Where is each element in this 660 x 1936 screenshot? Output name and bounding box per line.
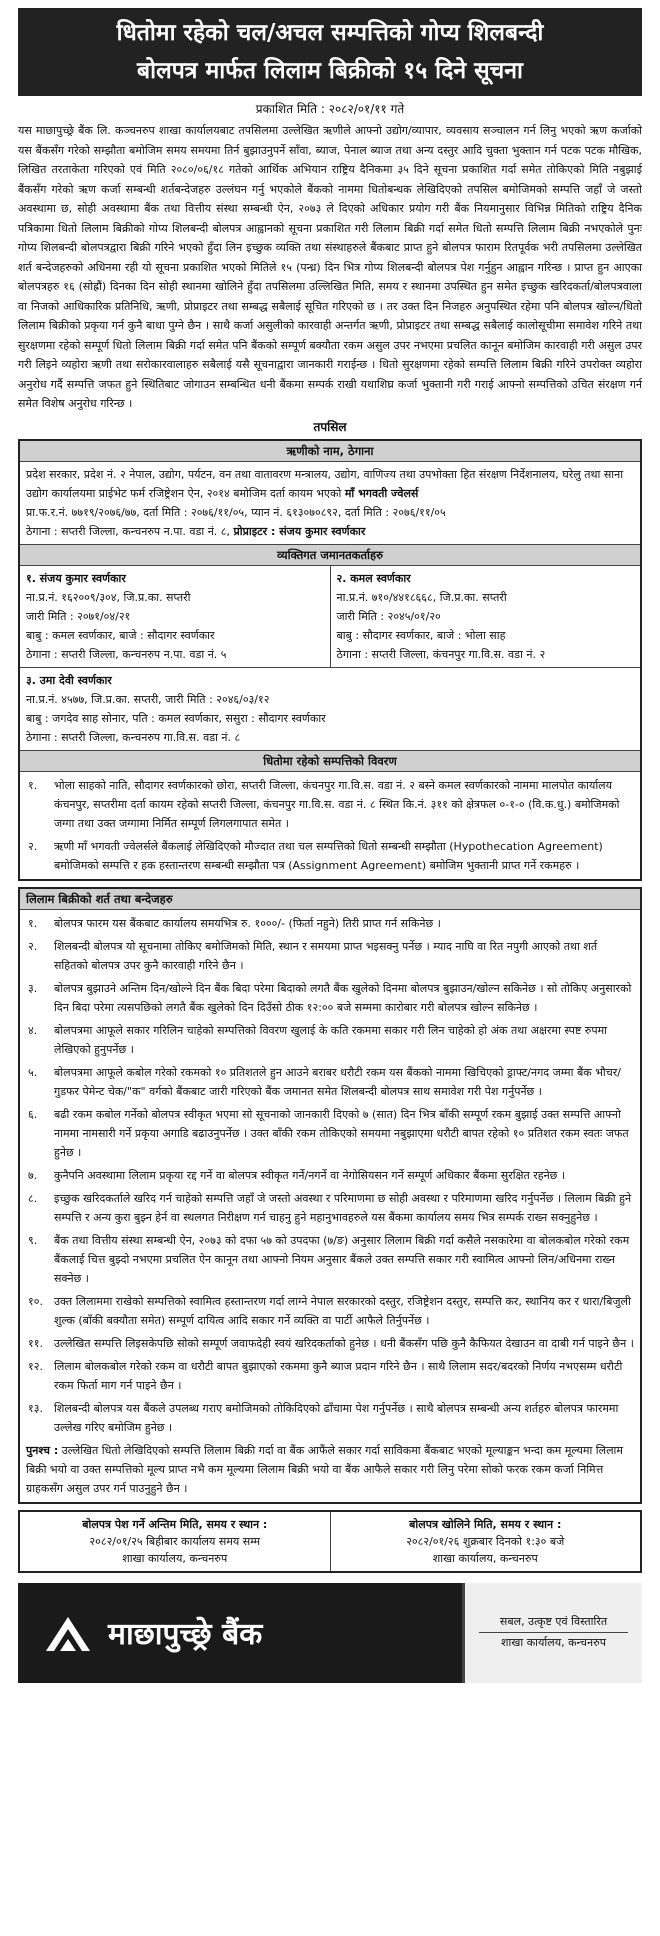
conditions-list (20, 910, 640, 1502)
postscript (20, 1439, 640, 1500)
guarantor-1 (20, 566, 330, 667)
item-number: ८. (28, 1191, 38, 1205)
published-date: प्रकाशित मिति : २०८२/०१/११ गते (255, 102, 405, 116)
item-number: ७. (28, 1168, 38, 1182)
property-heading: धितोमा रहेको सम्पत्तिको विवरण (20, 751, 640, 772)
item-number: ५. (28, 1065, 38, 1079)
item-text: उल्लेखित सम्पत्ति लिइसकेपछि सोको सम्पूर्ण जवाफदेही स्वयं खरिदकर्ताको हुनेछ । धनी बैंकसँग पछि कुनै कैफियत देखाउन वा दाबी गर्न पाइने छैन । (54, 1336, 634, 1350)
registration-info: प्रा.फ.र.नं. ७७१९/२०७६/७७, दर्ता मिति : २०७६/११/०५, प्यान नं. ६१३०७०८९२, दर्ता मिति : २०७६/११/०५ (26, 505, 446, 519)
item-text: लिलाम बोलकबोल गरेको रकम वा धरौटी बापत बुझाएको रकममा कुनै ब्याज प्रदान गरिने छैन । साथै लिलाम सदर/बदरको निर्णय नभएसम्म धरौटी रकम फिर्ता माग गर्न पाइने छैन । (54, 1359, 623, 1392)
mountain-logo-icon (42, 1607, 94, 1659)
list-item (20, 935, 640, 977)
family-info: बाबु : सौदागर स्वर्णकार, बाजे : भोला साह (336, 628, 506, 642)
submission-schedule (20, 1512, 330, 1571)
bank-tagline: सबल, उत्कृष्ट एवं विस्तारित (479, 1612, 628, 1633)
citizenship-no: ना.प्र.नं. ७१०/४४१८६६८, जि.प्र.का. सप्तरी (336, 590, 507, 604)
item-number: ११. (28, 1336, 43, 1350)
citizenship-no: ना.प्र.नं. ४५७७, जि.प्र.का. सप्तरी, जारी मिति : २०४६/०३/१२ (26, 692, 270, 706)
tapsil-heading: तपसिल (313, 419, 347, 434)
borrower-text: प्रदेश सरकार, प्रदेश नं. २ नेपाल, उद्योग, पर्यटन, वन तथा वातावरण मन्त्रालय, उद्योग, वाणिज्य तथा उपभोक्ता हित संरक्षण निर्देशनालय, घरेलु तथा साना उद्योग कार्यालयमा प्राईभेट फर्म रजिष्ट्रेशन ऐन, २०१४ बमोजिम दर्ता कायम भएको (26, 467, 624, 500)
guarantor-3 (20, 668, 640, 751)
item-text: इच्छुक खरिदकर्ताले खरिद गर्न चाहेको सम्पत्ति जहाँ जे जस्तो अवस्था र परिमाणमा छ सोही अवस्था र परिमाणमा खरिद गर्नुपर्नेछ । लिलाम बिक्री हुने सम्पत्ति र अन्य कुरा बुझ्न हेर्न वा स्थलगत निरीक्षण गर्न चाहनु हुने महानुभावहरुले यस बैंकमा कार्यालय समय भित्र सम्पर्क राख्न सक्नुहुनेछ । (54, 1191, 632, 1224)
item-number: १. (28, 916, 38, 930)
item-number: १२. (28, 1359, 43, 1373)
list-item (20, 1355, 640, 1397)
firm-name: माँ भगवती ज्वेलर्स (344, 486, 419, 500)
item-text: बढी रकम कबोल गर्नेको बोलपत्र स्वीकृत भएमा सो सूचनाको जानकारी दिएको ७ (सात) दिन भित्र बाँकी सम्पूर्ण रकम बुझाई उक्त सम्पत्ति आफ्नो नाममा नामसारी गर्ने प्रकृया अगाडि बढाउनुपर्नेछ । उक्त बाँकी रकम तोकिएको समयमा नबुझाएमा धरौटी बापत रहेको १० प्रतिशत रकम स्वतः जफत हुनेछ । (54, 1107, 629, 1159)
guarantor-address: ठेगाना : सप्तरी जिल्ला, कन्चनरुप गा.वि.स. वडा नं. ८ (26, 730, 241, 744)
details-box (18, 439, 642, 881)
item-number: १३. (28, 1401, 43, 1415)
property-list (20, 772, 640, 879)
list-item (20, 912, 640, 935)
notice-title (18, 8, 642, 96)
bank-banner (18, 1583, 642, 1683)
guarantor-name: २. कमल स्वर्णकार (336, 571, 411, 585)
list-item (20, 1164, 640, 1187)
item-number: ४. (28, 1023, 38, 1037)
guarantors-heading: व्यक्तिगत जमानतकर्ताहरु (20, 545, 640, 566)
conditions-box (18, 887, 642, 1504)
schedule-box (18, 1510, 642, 1573)
item-text: भोला साहको नाति, सौदागर स्वर्णकारको छोरा, सप्तरी जिल्ला, कंचनपुर गा.वि.स. वडा नं. २ बस्ने कमल स्वर्णकारको नाममा मालपोत कार्यालय कंचनपुर, सप्तरीमा दर्ता कायम रहेको सप्तरी जिल्ला, कंचनपुर गा.वि.स. वडा नं. ८ स्थित कि.नं. ३११ को क्षेत्रफल ०-१-० (वि.क.धु.) बमोजिमको जग्गा तथा उक्त जग्गामा निर्मित सम्पूर्ण लिगलगापात समेत । (54, 778, 620, 830)
bank-logo-area (18, 1607, 462, 1659)
opening-schedule (330, 1512, 641, 1571)
guarantor-name: ३. उमा देवी स्वर्णकार (26, 673, 112, 687)
item-text: बोलपत्र फारम यस बैंकबाट कार्यालय समयभित्र रु. १०००/- (फिर्ता नहुने) तिरी प्राप्त गर्न सकिनेछ । (54, 916, 441, 930)
submission-heading: बोलपत्र पेश गर्ने अन्तिम मिति, समय र स्थान : (82, 1517, 268, 1531)
submission-date: २०८२/०१/२५ बिहीबार कार्यालय समय सम्म (89, 1534, 261, 1548)
guarantor-address: ठेगाना : सप्तरी जिल्ला, कंचनपुर गा.वि.स. वडा नं. २ (336, 647, 546, 661)
list-item (20, 1061, 640, 1103)
intro-paragraph: यस माछापुच्छ्रे बैंक लि. कञ्चनरुप शाखा कार्यालयबाट तपसिलमा उल्लेखित ऋणीले आफ्नो उद्योग/व्यापार, व्यवसाय सञ्चालन गर्न लिनु भएको ऋण कर्जाको यस बैंकसँग गरेको सम्झौता बमोजिम समय समयमा तिर्न बुझाउनुपर्ने साँवा, ब्याज, पेनाल ब्याज तथा अन्य दस्तुर आदि चुक्ता भुक्तान गर्न पटक पटक मौखिक, लिखित तरताकेता गरिएको एवं मिति २०८०/०६/१८ गतेको आर्थिक अभियान राष्ट्रिय दैनिकमा ३५ दिने सूचना प्रकाशित गर्दा समेत तोकिएको मिति नबुझाई बैंकसँग गरेको ऋण कर्जा सम्बन्धी शर्तबन्देजहरु उल्लंघन गर्नु भएकोले बैंकको नाममा धितोबन्धक लेखिदिएको तपसिल बमोजिमको सम्पत्ति जहाँ जे जस्तो अवस्थामा छ, सोही अवस्थामा बैंक तथा वित्तीय संस्था सम्बन्धी ऐन, २०७३ ले दिएको अधिकार प्रयोग गरी बैंक नियमानुसार विभिन्न मितिको राष्ट्रिय दैनिक पत्रिकामा धितो लिलाम बिक्रीको गोप्य शिलबन्दी बोलपत्र आह्वानको सूचना प्रकाशित गरी लिलाम बिक्री गर्दा समेत धितो सम्पत्ति लिलाम बिक्री नभएकोले पुनः गोप्य शिलबन्दी बोलपत्रद्वारा बिक्री गरिने भएको हुँदा लिन इच्छुक व्यक्ति तथा संस्थाहरुले बैंकबाट प्राप्त हुने बोलपत्र फाराम रितपूर्वक भरी तपसिलमा उल्लेखित शर्त बन्देजहरुको अधिनमा रही यो सूचना प्रकाशित भएको मितिले १५ (पन्ध्र) दिन भित्र गोप्य शिलबन्दी बोलपत्र पेश गर्नुहुन आह्वान गरिन्छ । प्राप्त हुन आएका बोलपत्रहरु १६ (सोह्रौं) दिनका दिन सोही स्थानमा खोलिने हुँदा तपसिलमा उल्लिखित मिति, समय र स्थानमा उपस्थित हुन समेत इच्छुक खरिदकर्ता/बोलपत्रवाला वा निजको आधिकारिक प्रतिनिधि, ऋणी, प्रोप्राइटर तथा सम्बद्ध सबैलाई सूचित गरिएको छ । तर उक्त दिन निजहरु अनुपस्थित रहेमा पनि बोलपत्र खोल्न/धितो लिलाम बिक्रीको प्रकृया गर्न कुनै बाधा पुग्ने छैन । साथै कर्जा असुलीको कारवाही अन्तर्गत ऋणी, प्रोप्राइटर तथा सम्बद्ध सबैलाई कालोसूचीमा समावेश गरिने तथा सुरक्षणमा रहेको सम्पूर्ण धितो लिलाम बिक्री गर्दा समेत पनि बैंकको सम्पूर्ण बक्यौता रकम असुल उपर नभएमा प्रचलित कानून बमोजिम कारवाही गरी असुल उपर गरी लिइने व्यहोरा ऋणी तथा सरोकारवालाहरु सबैलाई यसै सूचनाद्वारा जानकारी गराईन्छ । धितो सुरक्षणमा रहेको सम्पत्ति लिलाम बिक्री गरिने उपरोक्त व्यहोरा अनुरोध गर्दै सम्पत्ति जफत हुने स्थितिबाट जोगाउन सम्बन्धित धनी बैंकमा सम्पर्क राखी यथाशिघ्र कर्जा भुक्तानी गरी गराई आफ्नो सम्पत्तिको उचित संरक्षण गर्न समेत विशेष अनुरोध गरिन्छ । (18, 124, 642, 410)
list-item (20, 1103, 640, 1164)
postscript-text: उल्लेखित धितो लेखिदिएको सम्पत्ति लिलाम बिक्री गर्दा वा बैंक आफैंले सकार गर्दा साविकमा बैंकबाट भएको मूल्याङ्कन भन्दा कम मूल्यमा लिलाम बिक्री भयो वा उक्त सम्पत्तिको मूल्य प्राप्त नभै कम मूल्यमा लिलाम बिक्री भयो वा बैंक आफैले सकार गरी लिनु परेमा सोको फरक रकम कर्जा निमित्त ग्राहकसँग असुल उपर गर्न पाउनुहुने छैन । (26, 1443, 623, 1495)
bank-tagline-area (462, 1583, 642, 1683)
item-number: २. (28, 839, 38, 853)
family-info: बाबु : कमल स्वर्णकार, बाजे : सौदागर स्वर्णकार (26, 628, 215, 642)
item-number: १. (28, 778, 38, 792)
issue-date: जारी मिति : २०७१/०४/२१ (26, 609, 131, 623)
issue-date: जारी मिति : २०४५/०१/२० (336, 609, 441, 623)
citizenship-no: ना.प्र.नं. १६२००९/३०४, जि.प्र.का. सप्तरी (26, 590, 191, 604)
proprietor-name: प्रोप्राइटर : संजय कुमार स्वर्णकार (233, 524, 366, 538)
list-item (20, 1019, 640, 1061)
family-info: बाबु : जगदेव साह सोनार, पति : कमल स्वर्णकार, ससुरा : सौदागर स्वर्णकार (26, 711, 326, 725)
item-text: शिलबन्दी बोलपत्र यो सूचनामा तोकिए बमोजिमको मिति, स्थान र समयमा प्राप्त भइसक्नु पर्नेछ । म्याद नाघि वा रित नपुगी आएको तथा शर्त सहितको बोलपत्र उपर कुनै कारवाही गरिने छैन । (54, 939, 598, 972)
item-text: ऋणी माँ भगवती ज्वेलर्सले बैंकलाई लेखिदिएको मौज्दात तथा चल सम्पत्तिको धितो सम्बन्धी सम्झौता (Hypothecation Agreement) बमोजिमको सम्पत्ति र हक हस्तान्तरण सम्बन्धी सम्झौता पत्र (Assignment Agreement) बमोजिम भुक्तानी प्राप्त गर्ने रकमहरु । (54, 839, 603, 872)
guarantor-name: १. संजय कुमार स्वर्णकार (26, 571, 126, 585)
list-item (20, 1290, 640, 1332)
item-number: ९. (28, 1233, 38, 1247)
list-item (20, 1229, 640, 1290)
list-item (20, 774, 640, 835)
postscript-label: पुनश्च : (26, 1443, 59, 1457)
item-text: कुनैपनि अवस्थामा लिलाम प्रकृया रद्द गर्ने वा बोलपत्र स्वीकृत गर्ने/नगर्ने वा नेगोसियसन गर्ने सम्पूर्ण अधिकार बैंकमा सुरक्षित रहनेछ । (54, 1168, 566, 1182)
item-text: उक्त लिलाममा राखेको सम्पत्तिको स्वामित्व हस्तान्तरण गर्दा लाग्ने नेपाल सरकारको दस्तुर, रजिष्ट्रेशन दस्तुर, सम्पत्ति कर, स्थानिय कर र धारा/बिजुली शुल्क (बाँकी बक्यौता समेत) सम्पूर्ण दायित्व आदि सकार गर्ने व्यक्ति वा पार्टी आफैले तिर्नुपर्नेछ । (54, 1294, 631, 1327)
list-item (20, 1187, 640, 1229)
list-item (20, 1332, 640, 1355)
address-text: ठेगाना : सप्तरी जिल्ला, कन्चनरुप न.पा. वडा नं. ८, (26, 524, 231, 538)
opening-date: २०८२/०१/२६ शुक्रबार दिनको १:३० बजे (406, 1534, 565, 1548)
borrower-details (20, 462, 640, 545)
list-item (20, 835, 640, 877)
opening-place: शाखा कार्यालय, कन्चनरुप (432, 1551, 538, 1565)
bank-branch: शाखा कार्यालय, कन्चनरुप (501, 1636, 606, 1649)
item-text: बैंक तथा वित्तीय संस्था सम्बन्धी ऐन, २०७३ को दफा ५७ को उपदफा (७/ङ) अनुसार लिलाम बिक्री गर्दा कसैले नसकारेमा वा बोलकबोल गरेको रकम बैंकलाई चित्त बुझ्दो नभएमा प्रचलित ऐन कानून तथा आफ्नो नियम अनुसार बैंकले उक्त सम्पत्ति सकार गरी स्वामित्व आफ्नो लिन/अधिनमा राख्न सक्नेछ । (54, 1233, 630, 1285)
item-number: ३. (28, 981, 38, 995)
item-number: २. (28, 939, 38, 953)
guarantors-row (20, 566, 640, 668)
item-text: शिलबन्दी बोलपत्र यस बैंकले उपलब्ध गराए बमोजिमको तोकिदिएको ढाँचामा पेश गर्नुपर्नेछ । साथै बोलपत्र सम्बन्धी अन्य शर्तहरु बोलपत्र फारममा उल्लेख गरिए बमोजिम हुनेछ । (54, 1401, 619, 1434)
guarantor-2 (330, 566, 641, 667)
list-item (20, 977, 640, 1019)
conditions-heading: लिलाम बिक्रीको शर्त तथा बन्देजहरु (20, 889, 640, 910)
guarantor-address: ठेगाना : सप्तरी जिल्ला, कन्चनरुप न.पा. वडा नं. ५ (26, 647, 227, 661)
borrower-heading: ऋणीको नाम, ठेगाना (20, 441, 640, 462)
title-line-2: बोलपत्र मार्फत लिलाम बिक्रीको १५ दिने सूचना (137, 58, 523, 84)
item-number: १०. (28, 1294, 43, 1308)
item-number: ६. (28, 1107, 38, 1121)
bank-name: माछापुच्छ्रे बैंक (108, 1617, 263, 1652)
item-text: बोलपत्रमा आफूले कबोल गरेको रकमको १० प्रतिशतले हुन आउने बराबर धरौटी रकम यस बैंकको नाममा खिचिएको ड्राफ्ट/नगद जम्मा बैंक भौचर/गुडफर पेमेन्ट चेक/"क" वर्गको बैंकबाट जारी गरिएको बैंक जमानत समेत शिलबन्दी बोलपत्र साथ समावेश गरी पेश गर्नुपर्नेछ । (54, 1065, 621, 1098)
title-line-1: धितोमा रहेको चल/अचल सम्पत्तिको गोप्य शिलबन्दी (116, 20, 544, 46)
item-text: बोलपत्र बुझाउने अन्तिम दिन/खोल्ने दिन बैंक बिदा परेमा बिदाको लगतै बैंक खुलेको दिनमा बोलपत्र बुझाउन/खोल्न सकिनेछ । सो तोकिए अनुसारको दिन बिदा परेमा त्यसपछिको लगतै बैंक खुलेको दिन दिउँसो ठीक १२:०० बजे सम्ममा कारोबार गरी बोलपत्र खोल्न सकिनेछ । (54, 981, 632, 1014)
opening-heading: बोलपत्र खोलिने मिति, समय र स्थान : (409, 1517, 562, 1531)
item-text: बोलपत्रमा आफूले सकार गरिलिन चाहेको सम्पत्तिको विवरण खुलाई के कति रकममा सकार गरी लिन चाहेको हो अंक तथा अक्षरमा स्पष्ट रुपमा लेखिएको हुनुपर्नेछ । (54, 1023, 608, 1056)
list-item (20, 1397, 640, 1439)
borrower-address (26, 522, 634, 541)
submission-place: शाखा कार्यालय, कन्चनरुप (122, 1551, 228, 1565)
